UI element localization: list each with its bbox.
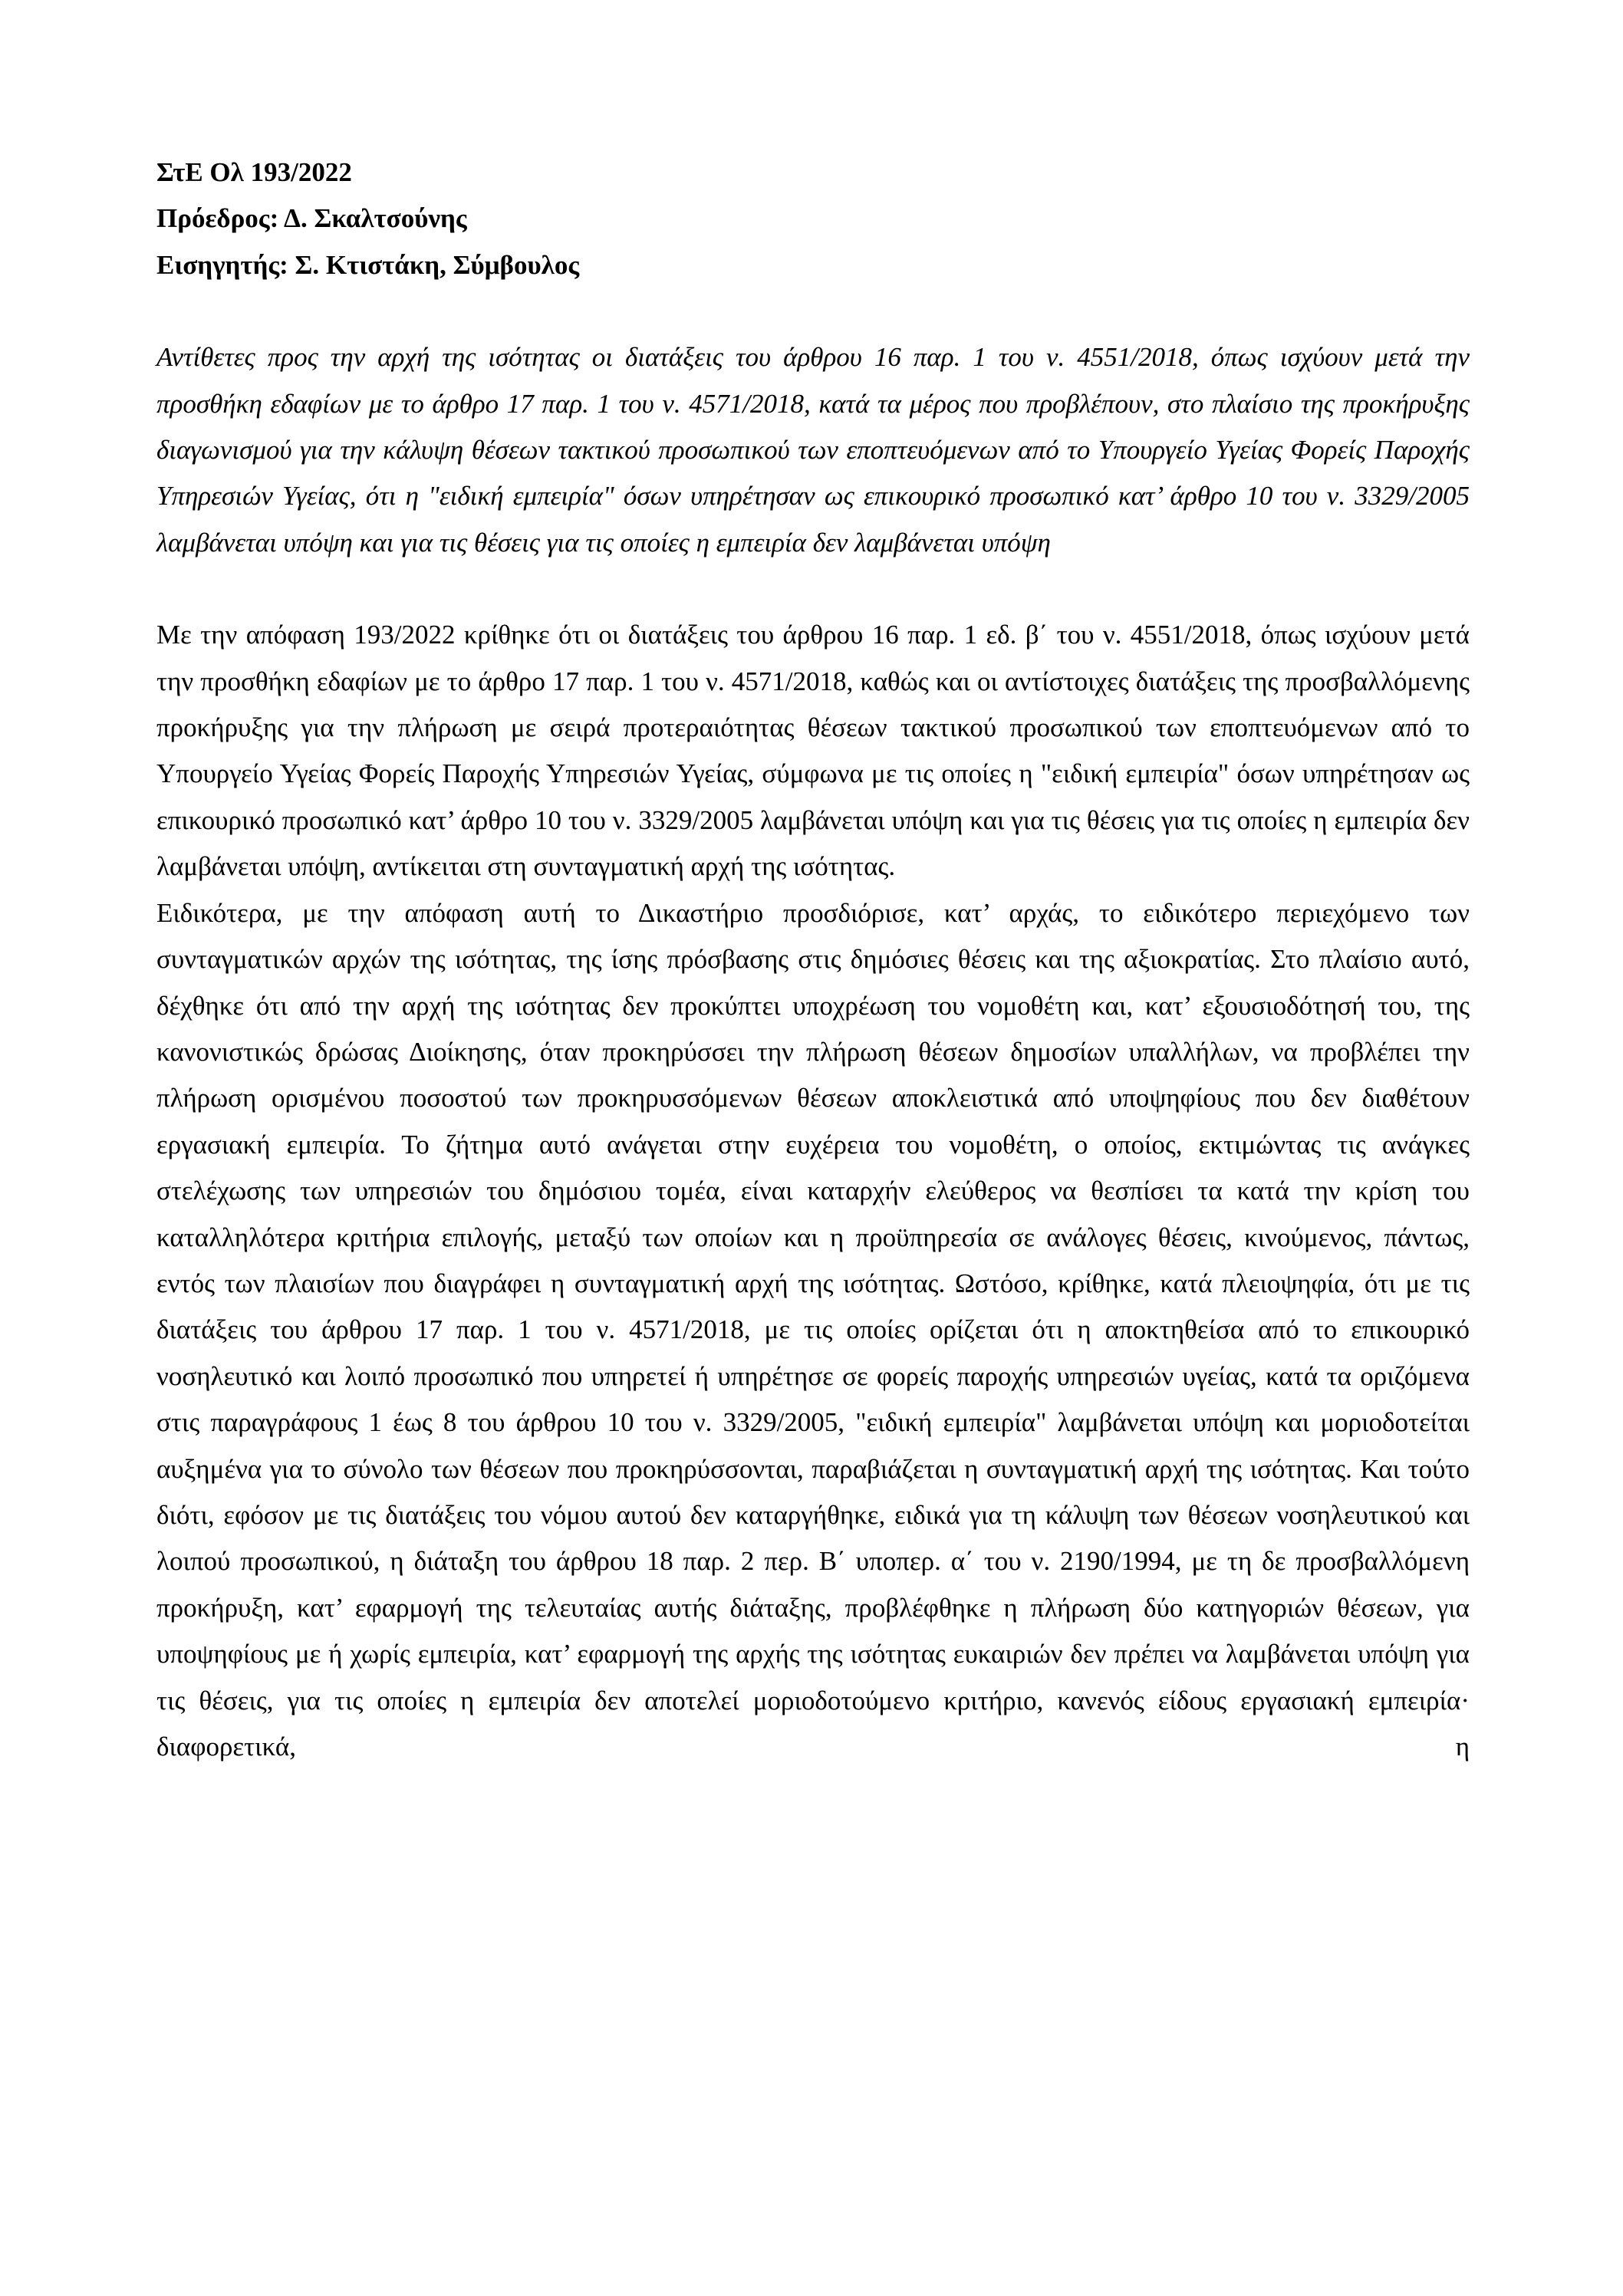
document-content xyxy=(156,150,1470,1770)
case-header xyxy=(156,150,1470,288)
body-paragraph: Ειδικότερα, με την απόφαση αυτή το Δικαστήριο προσδιόρισε, κατ’ αρχάς, το ειδικότερο περιεχόμενο των συνταγματικών αρχών της ισότητας, της ίσης πρόσβασης στις δημόσιες θέσεις και της αξιοκρατίας. Στο πλαίσιο αυτό, δέχθηκε ότι από την αρχή της ισότητας δεν προκύπτει υποχρέωση του νομοθέτη και, κατ’ εξουσιοδότησή του, της κανονιστικώς δρώσας Διοίκησης, όταν προκηρύσσει την πλήρωση θέσεων δημοσίων υπαλλήλων, να προβλέπει την πλήρωση ορισμένου ποσοστού των προκηρυσσόμενων θέσεων αποκλειστικά από υποψηφίους που δεν διαθέτουν εργασιακή εμπειρία. Το ζήτημα αυτό ανάγεται στην ευχέρεια του νομοθέτη, ο οποίος, εκτιμώντας τις ανάγκες στελέχωσης των υπηρεσιών του δημόσιου τομέα, είναι καταρχήν ελεύθερος να θεσπίσει τα κατά την κρίση του καταλληλότερα κριτήρια επιλογής, μεταξύ των οποίων και η προϋπηρεσία σε ανάλογες θέσεις, κινούμενος, πάντως, εντός των πλαισίων που διαγράφει η συνταγματική αρχή της ισότητας. Ωστόσο, κρίθηκε, κατά πλειοψηφία, ότι με τις διατάξεις του άρθρου 17 παρ. 1 του ν. 4571/2018, με τις οποίες ορίζεται ότι η αποκτηθείσα από το επικουρικό νοσηλευτικό και λοιπό προσωπικό που υπηρετεί ή υπηρέτησε σε φορείς παροχής υπηρεσιών υγείας, κατά τα οριζόμενα στις παραγράφους 1 έως 8 του άρθρου 10 του ν. 3329/2005, "ειδική εμπειρία" λαμβάνεται υπόψη και μοριοδοτείται αυξημένα για το σύνολο των θέσεων που προκηρύσσονται, παραβιάζεται η συνταγματική αρχή της ισότητας. Και τούτο διότι, εφόσον με τις διατάξεις του νόμου αυτού δεν καταργήθηκε, ειδικά για τη κάλυψη των θέσεων νοσηλευτικού και λοιπού προσωπικού, η διάταξη του άρθρου 18 παρ. 2 περ. Β΄ υποπερ. α΄ του ν. 2190/1994, με τη δε προσβαλλόμενη προκήρυξη, κατ’ εφαρμογή της τελευταίας αυτής διάταξης, προβλέφθηκε η πλήρωση δύο κατηγοριών θέσεων, για υποψηφίους με ή χωρίς εμπειρία, κατ’ εφαρμογή της αρχής της ισότητας ευκαιριών δεν πρέπει να λαμβάνεται υπόψη για τις θέσεις, για τις οποίες η εμπειρία δεν αποτελεί μοριοδοτούμενο κριτήριο, κανενός είδους εργασιακή εμπειρία· διαφορετικά, η xyxy=(156,897,1470,1761)
decision-body xyxy=(156,612,1470,1770)
case-number: ΣτΕ Ολ 193/2022 xyxy=(156,157,352,187)
body-paragraph: Με την απόφαση 193/2022 κρίθηκε ότι οι διατάξεις του άρθρου 16 παρ. 1 εδ. β΄ του ν. 4551/2018, όπως ισχύουν μετά την προσθήκη εδαφίων με το άρθρο 17 παρ. 1 του ν. 4571/2018, καθώς και οι αντίστοιχες διατάξεις της προσβαλλόμενης προκήρυξης για την πλήρωση με σειρά προτεραιότητας θέσεων τακτικού προσωπικού των εποπτευόμενων από το Υπουργείο Υγείας Φορείς Παροχής Υπηρεσιών Υγείας, σύμφωνα με τις οποίες η "ειδική εμπειρία" όσων υπηρέτησαν ως επικουρικό προσωπικό κατ’ άρθρο 10 του ν. 3329/2005 λαμβάνεται υπόψη και για τις θέσεις για τις οποίες η εμπειρία δεν λαμβάνεται υπόψη, αντίκειται στη συνταγματική αρχή της ισότητας. xyxy=(156,620,1470,882)
court-president: Πρόεδρος: Δ. Σκαλτσούνης xyxy=(156,203,467,234)
court-rapporteur: Εισηγητής: Σ. Κτιστάκη, Σύμβουλος xyxy=(156,249,580,280)
case-summary: Αντίθετες προς την αρχή της ισότητας οι διατάξεις του άρθρου 16 παρ. 1 του ν. 4551/2018, όπως ισχύουν μετά την προσθήκη εδαφίων με το άρθρο 17 παρ. 1 του ν. 4571/2018, κατά τα μέρος που προβλέπουν, στο πλαίσιο της προκήρυξης διαγωνισμού για την κάλυψη θέσεων τακτικού προσωπικού των εποπτευόμενων από το Υπουργείο Υγείας Φορείς Παροχής Υπηρεσιών Υγείας, ότι η "ειδική εμπειρία" όσων υπηρέτησαν ως επικουρικό προσωπικό κατ’ άρθρο 10 του ν. 3329/2005 λαμβάνεται υπόψη και για τις θέσεις για τις οποίες η εμπειρία δεν λαμβάνεται υπόψη xyxy=(156,342,1470,558)
